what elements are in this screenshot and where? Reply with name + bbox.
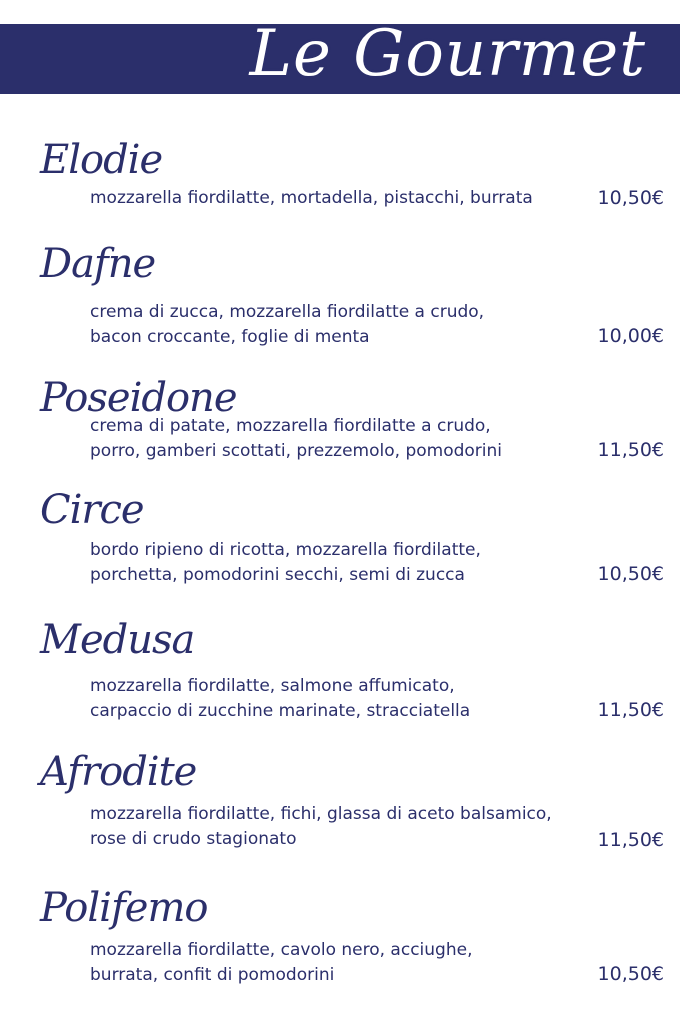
item-name: Medusa — [40, 617, 195, 663]
item-name: Afrodite — [40, 749, 197, 795]
item-name: Circe — [40, 487, 144, 533]
item-price: 10,50€ — [597, 963, 664, 985]
item-description: bordo ripieno di ricotta, mozzarella fiordilatte, porchetta, pomodorini secchi, semi di zucca — [90, 540, 481, 585]
item-price: 11,50€ — [597, 829, 664, 851]
item-price: 11,50€ — [597, 699, 664, 721]
item-price: 10,00€ — [597, 325, 664, 347]
item-name: Elodie — [40, 137, 163, 183]
item-description: crema di zucca, mozzarella fiordilatte a crudo, bacon croccante, foglie di menta — [90, 302, 485, 347]
item-name: Dafne — [40, 241, 156, 287]
item-description: mozzarella fiordilatte, mortadella, pistacchi, burrata — [90, 188, 533, 208]
item-price: 10,50€ — [597, 563, 664, 585]
item-name: Poseidone — [40, 375, 237, 421]
item-price: 10,50€ — [597, 187, 664, 209]
item-price: 11,50€ — [597, 439, 664, 461]
item-description: mozzarella fiordilatte, fichi, glassa di aceto balsamico, rose di crudo stagionato — [90, 804, 552, 849]
item-description: mozzarella fiordilatte, cavolo nero, acciughe, burrata, confit di pomodorini — [90, 940, 473, 985]
item-description: mozzarella fiordilatte, salmone affumicato, carpaccio di zucchine marinate, stracciatella — [90, 676, 471, 721]
item-description: crema di patate, mozzarella fiordilatte a crudo, porro, gamberi scottati, prezzemolo, pomodorini — [90, 416, 503, 461]
item-name: Polifemo — [40, 885, 208, 931]
page-title: Le Gourmet — [249, 17, 646, 91]
